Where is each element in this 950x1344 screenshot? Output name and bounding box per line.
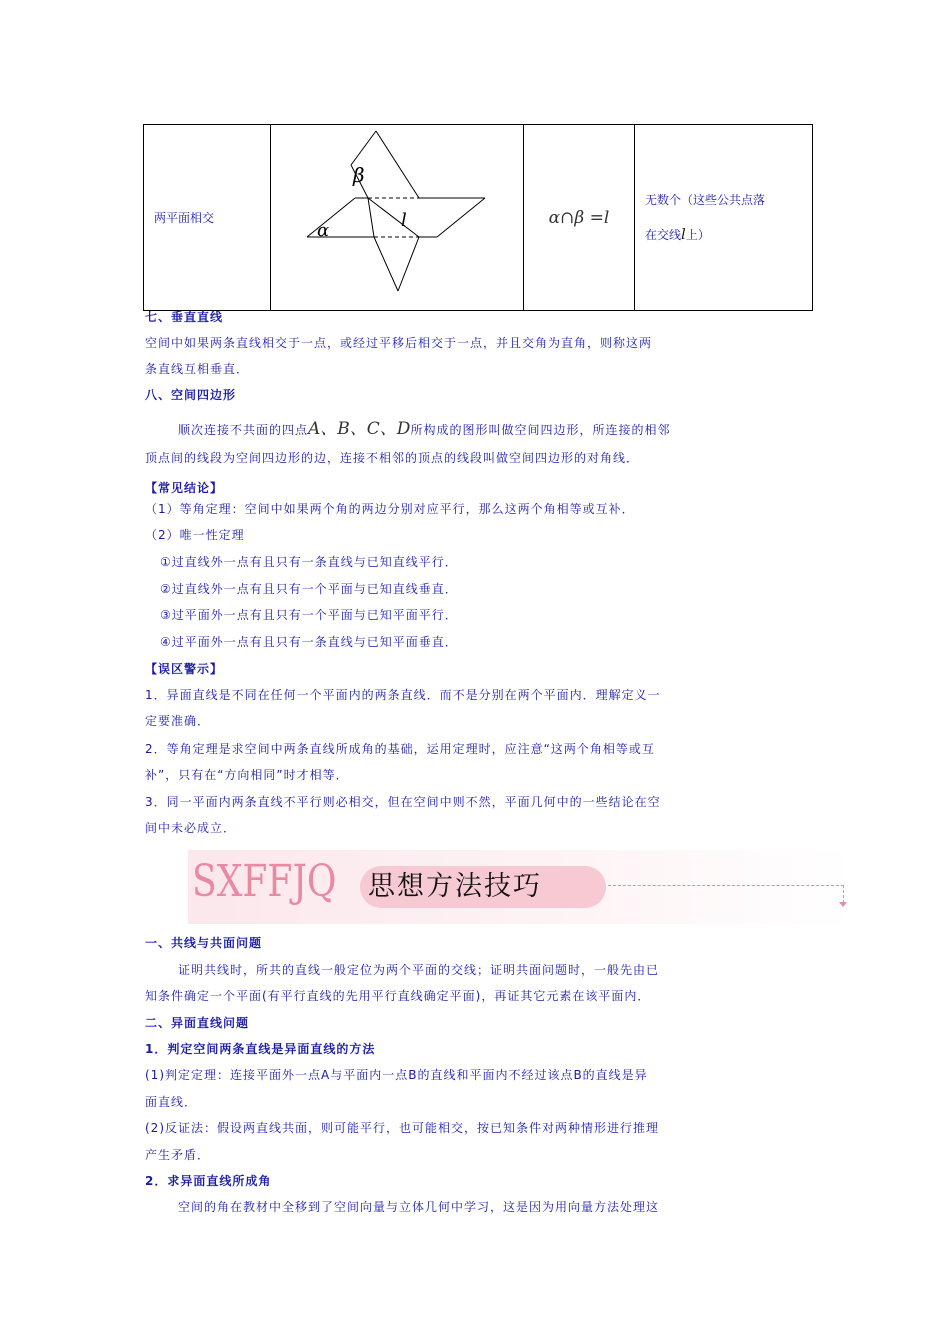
beta-upper-left-edge <box>351 131 376 165</box>
banner-dashed-line <box>608 885 844 886</box>
method-2-line: 产生矛盾． <box>145 1148 211 1162</box>
conclusion-subitem: ①过直线外一点有且只有一条直线与已知直线平行． <box>160 555 458 569</box>
intersection-line-l <box>368 198 419 237</box>
line-l-symbol: l <box>681 225 686 243</box>
conclusion-item: （1）等角定理：空间中如果两个角的两边分别对应平行，那么这两个角相等或互补． <box>145 502 635 516</box>
beta-lower-left-edge <box>374 237 398 291</box>
warning-line: 间中未必成立． <box>145 821 237 835</box>
table-row <box>144 125 813 311</box>
intersecting-planes-diagram <box>271 125 523 306</box>
beta-left-edge-mid <box>368 198 374 237</box>
conclusions-title: 【常见结论】 <box>145 481 224 495</box>
line-l-label: l <box>401 210 407 231</box>
conclusion-item: （2）唯一性定理 <box>145 528 245 542</box>
warning-line: 补”，只有在“方向相同”时才相等． <box>145 768 349 782</box>
banner-title: 思想方法技巧 <box>368 871 542 902</box>
method-2-subtitle: 1．判定空间两条直线是异面直线的方法 <box>145 1042 376 1056</box>
section-8-line <box>145 416 843 443</box>
common-points-cell <box>635 125 813 311</box>
diagram-cell <box>271 125 524 311</box>
beta-label: β <box>353 163 365 187</box>
method-2-line: 面直线． <box>145 1095 198 1109</box>
section-8-text: 顺次连接不共面的四点 <box>178 423 309 437</box>
points-abcd: A、B、C、D <box>308 419 411 439</box>
section-8-title: 八、空间四边形 <box>145 388 237 402</box>
method-2-line: (1)判定定理：连接平面外一点A与平面内一点B的直线和平面内不经过该点B的直线是异 <box>145 1068 648 1082</box>
method-2-line: 空间的角在教材中全移到了空间向量与立体几何中学习，这是因为用向量方法处理这 <box>178 1200 660 1214</box>
method-1-title: 一、共线与共面问题 <box>145 936 263 950</box>
beta-lower-right-edge <box>398 237 419 291</box>
warning-line: 1．异面直线是不同在任何一个平面内的两条直线．而不是分别在两个平面内．理解定义一 <box>145 688 661 702</box>
warnings-title: 【误区警示】 <box>145 662 224 676</box>
conclusion-subitem: ③过平面外一点有且只有一个平面与已知平面平行． <box>160 608 458 622</box>
alpha-label: α <box>317 220 330 241</box>
warning-line: 定要准确． <box>145 714 211 728</box>
beta-upper-right-edge <box>376 131 419 198</box>
section-7-line: 空间中如果两条直线相交于一点，或经过平移后相交于一点，并且交角为直角，则称这两 <box>145 336 653 350</box>
method-2-line: (2)反证法：假设两直线共面，则可能平行，也可能相交，按已知条件对两种情形进行推理 <box>145 1121 660 1135</box>
row-label: 两平面相交 <box>144 125 271 311</box>
method-1-line: 知条件确定一个平面(有平行直线的先用平行直线确定平面)，再证其它元素在该平面内． <box>145 989 651 1003</box>
common-points-text: 在交线 <box>645 228 682 242</box>
section-8-text: 所构成的图形叫做空间四边形，所连接的相邻 <box>410 423 671 437</box>
relation-table <box>143 124 813 311</box>
alpha-left-edge <box>307 198 355 237</box>
alpha-right-edge <box>437 198 485 237</box>
section-7-line: 条直线互相垂直． <box>145 362 250 376</box>
conclusion-subitem: ④过平面外一点有且只有一条直线与已知平面垂直． <box>160 635 458 649</box>
common-points-tail: 上） <box>685 228 710 242</box>
warning-line: 3．同一平面内两条直线不平行则必相交，但在空间中则不然，平面几何中的一些结论在空 <box>145 795 661 809</box>
method-2-title: 二、异面直线问题 <box>145 1016 250 1030</box>
arrow-down-icon <box>839 902 847 907</box>
method-2-subtitle: 2．求异面直线所成角 <box>145 1174 272 1188</box>
formula-cell: α∩β =l <box>524 125 635 311</box>
method-1-line: 证明共线时，所共的直线一般定位为两个平面的交线；证明共面问题时，一般先由已 <box>178 963 660 977</box>
banner-abbreviation: SXFFJQ <box>192 856 337 907</box>
common-points-line1: 无数个（这些公共点落 <box>645 193 766 207</box>
warning-line: 2．等角定理是求空间中两条直线所成角的基础，运用定理时，应注意“这两个角相等或互 <box>145 742 655 756</box>
banner-dashed-drop <box>843 885 844 903</box>
conclusion-subitem: ②过直线外一点有且只有一个平面与已知直线垂直． <box>160 582 458 596</box>
common-points-line2 <box>645 217 806 252</box>
section-8-line: 顶点间的线段为空间四边形的边，连接不相邻的顶点的线段叫做空间四边形的对角线． <box>145 451 640 465</box>
section-7-title: 七、垂直直线 <box>145 310 224 324</box>
section-banner <box>188 850 852 924</box>
